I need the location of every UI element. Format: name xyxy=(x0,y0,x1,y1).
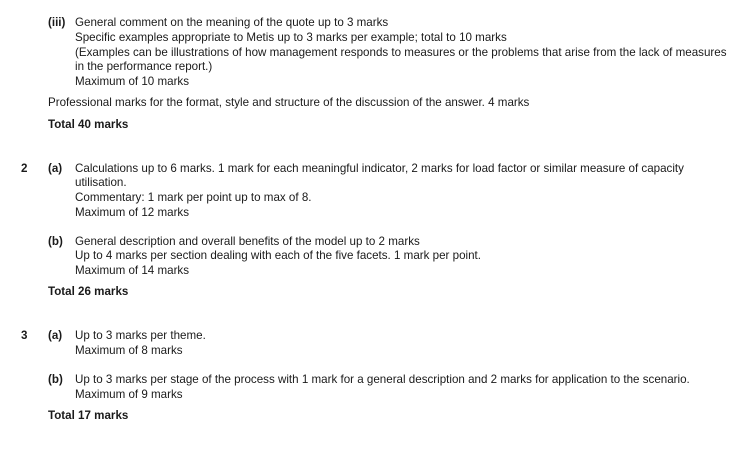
q1-professional-marks: Professional marks for the format, style and structure of the discussion of the answer. 4 marks xyxy=(48,96,530,109)
q1-part-iii-line-2: Specific examples appropriate to Metis up to 3 marks per example; total to 10 marks xyxy=(75,31,507,44)
q2-part-a-line-3: Commentary: 1 mark per point up to max of 8. xyxy=(75,191,312,204)
q3-part-b-label: (b) xyxy=(48,373,63,386)
q2-part-b-line-2: Up to 4 marks per section dealing with each of the five facets. 1 mark per point. xyxy=(75,249,481,262)
q3-part-a-label: (a) xyxy=(48,329,63,342)
q3-number: 3 xyxy=(21,329,28,342)
q1-total: Total 40 marks xyxy=(48,118,129,131)
q2-number: 2 xyxy=(21,162,28,175)
q1-part-iii-line-5: Maximum of 10 marks xyxy=(75,75,190,88)
q3-part-a-line-1: Up to 3 marks per theme. xyxy=(75,329,206,342)
q1-part-iii-line-1: General comment on the meaning of the quote up to 3 marks xyxy=(75,16,389,29)
q3-total: Total 17 marks xyxy=(48,409,129,422)
q1-part-iii-line-4: in the performance report.) xyxy=(75,60,213,73)
q3-part-b-line-1: Up to 3 marks per stage of the process with 1 mark for a general description and 2 marks for application to the scenario. xyxy=(75,373,690,386)
q2-part-a-label: (a) xyxy=(48,162,63,175)
q3-part-a-line-2: Maximum of 8 marks xyxy=(75,344,183,357)
q2-part-a-line-4: Maximum of 12 marks xyxy=(75,206,190,219)
q1-part-iii-line-3: (Examples can be illustrations of how management responds to measures or the problems that arise from the lack of measures xyxy=(75,46,727,59)
q2-part-a-line-1: Calculations up to 6 marks. 1 mark for each meaningful indicator, 2 marks for load factor or similar measure of capacity xyxy=(75,162,684,175)
q1-part-iii-label: (iii) xyxy=(48,16,66,29)
q2-part-b-label: (b) xyxy=(48,235,63,248)
q2-part-b-line-3: Maximum of 14 marks xyxy=(75,264,190,277)
q2-part-a-line-2: utilisation. xyxy=(75,176,127,189)
q3-part-b-line-2: Maximum of 9 marks xyxy=(75,388,183,401)
q2-part-b-line-1: General description and overall benefits of the model up to 2 marks xyxy=(75,235,420,248)
q2-total: Total 26 marks xyxy=(48,285,129,298)
